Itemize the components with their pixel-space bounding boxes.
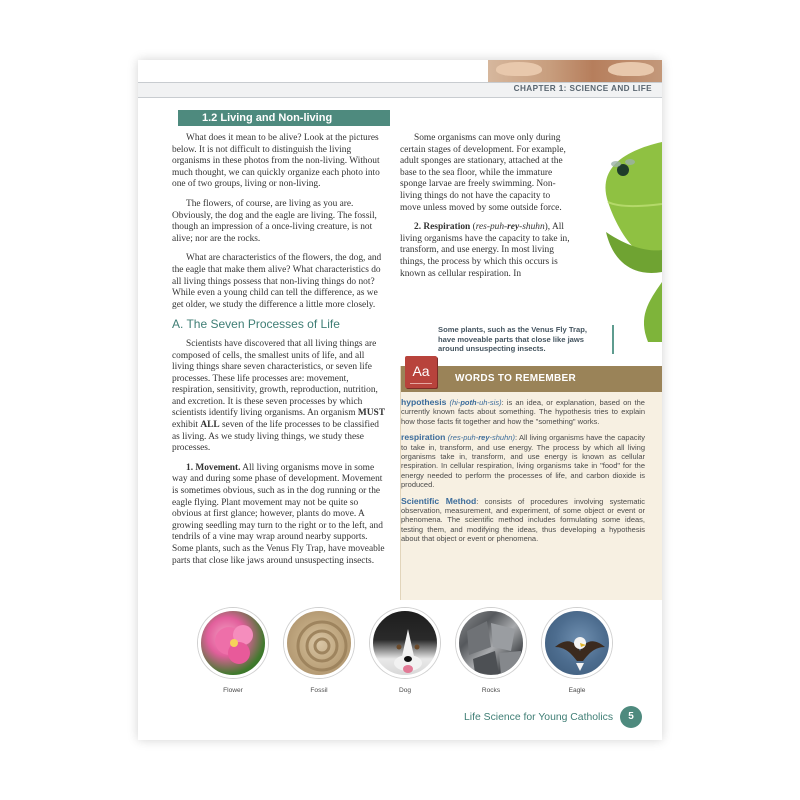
pronunciation-stress: rey xyxy=(507,222,520,233)
pronunciation: -shuhn xyxy=(519,222,545,233)
chapter-label: CHAPTER 1: SCIENCE AND LIFE xyxy=(513,84,652,93)
text-run: ), xyxy=(544,222,551,233)
vocab-entry-hypothesis: hypothesis (hi-poth-uh-sis): is an idea, or explanation, based on the currently known facts about something. The hypothesis tries to explain how those facts fit together and how the "something" works. xyxy=(401,397,645,426)
fly-wing-icon xyxy=(611,161,621,167)
paragraph: The flowers, of course, are living as you are. Obviously, the dog and the eagle are living. The fossil, though an impression of a once-living creature, is not alive; nor are the rocks. xyxy=(172,198,377,244)
dictionary-icon xyxy=(405,356,437,388)
respiration-label: 2. Respiration xyxy=(414,222,471,233)
paragraph: What are characteristics of the flowers, the dog, and the eagle that make them alive? What characteristics do all living things possess that non-living things do not? While even a young child can tell the difference, as we get older, we study the difference a little more closely. xyxy=(172,253,382,310)
photo-fossil xyxy=(284,608,354,694)
book-title: Life Science for Young Catholics xyxy=(464,712,614,723)
paragraph xyxy=(400,222,570,280)
header-hands-art xyxy=(488,60,662,82)
text-run: All living organisms move in some way and during some phase of development. Movement is sometimes obvious, such as in the dog running or the eagle flying. Plant movement may not be quite so obvious at first glance; however, plants do move. A growing seedling may turn to the right or to the left, and tendrils of a vine may wrap around nearby supports. Some plants, such as the Venus Fly Trap, have moveable parts that close like jaws around unsuspecting insects. xyxy=(172,462,385,566)
rocks-icon xyxy=(459,611,526,678)
text-run: exhibit xyxy=(172,420,201,431)
photo-label: Fossil xyxy=(310,687,328,694)
photo-label: Rocks xyxy=(481,687,501,694)
pronunciation: -shuhn xyxy=(489,433,513,443)
hand-right-art xyxy=(608,62,654,76)
photo-label: Flower xyxy=(223,687,243,694)
photo-eagle xyxy=(542,608,612,694)
vocab-term: respiration xyxy=(401,432,446,443)
movement-label: 1. Movement. xyxy=(186,462,241,473)
paragraph: Some organisms can move only during certain stages of development. For example, adult sponges are stationary, attached at the base to the sea floor, while the immature sponge larvae are freely swimming. Non-living things do not have the capacity to move unless moved by some outside force. xyxy=(400,133,566,213)
image-caption: Some plants, such as the Venus Fly Trap, have moveable parts that close like jaws around unsuspecting insects. xyxy=(438,325,614,354)
page-number: 5 xyxy=(620,706,642,728)
hand-left-art xyxy=(496,62,542,76)
words-to-remember-heading: WORDS TO REMEMBER xyxy=(401,366,662,392)
photo-dog xyxy=(370,608,440,694)
photo-label: Eagle xyxy=(568,687,586,694)
pronunciation: res-puh- xyxy=(475,222,508,233)
text-run: ( xyxy=(470,222,476,233)
emphasis-all: ALL xyxy=(200,420,220,431)
venus-fly-trap-image xyxy=(578,112,662,342)
dog-image xyxy=(370,608,440,678)
vocab-term: Scientific Method xyxy=(401,495,477,506)
rocks-image xyxy=(456,608,526,678)
vocab-definition: : consists of procedures involving systematic observation, measurement, and experiment, of some object or event or phenomena. The scientific method includes formulating some ideas, testing them, and modifying the ideas, thus developing a hypothesis about that object or event or phenomena. xyxy=(401,496,645,544)
vocab-term: hypothesis xyxy=(401,397,447,407)
photo-row xyxy=(198,608,618,708)
emphasis-must: MUST xyxy=(357,408,385,419)
left-column xyxy=(172,133,387,575)
dictionary-icon-text: Aa xyxy=(412,363,430,379)
vocab-definition: : All living organisms have the capacity to take in, transform, and use energy. The process by which all living organisms take in, transform, and use energy is known as cellular respiration. In cellular respiration, living organisms take in "food" for the energy needed to perform the processes of life, and carbon dioxide is produced. xyxy=(401,433,645,490)
pronunciation: hi- xyxy=(452,398,461,407)
pronunciation-stress: rey xyxy=(478,433,490,443)
paragraph: What does it mean to be alive? Look at the pictures below. It is not difficult to distinguish the living organisms in these photos from the non-living. Without much thought, we can quickly organize each photo into one of two groups, living or non-living. xyxy=(172,133,380,190)
vocabulary-list xyxy=(401,398,645,551)
eagle-image xyxy=(542,608,612,678)
flower-image xyxy=(198,608,268,678)
paragraph xyxy=(172,339,387,455)
vocab-definition: : is an idea, or explanation, based on the currently known facts about something. The hypothesis tries to explain how those facts fit together and how the "something" works. xyxy=(401,398,645,426)
paragraph xyxy=(172,463,387,567)
section-title: 1.2 Living and Non-living xyxy=(178,110,390,126)
photo-rocks xyxy=(456,608,526,694)
fossil-image xyxy=(284,608,354,678)
textbook-page xyxy=(138,60,662,740)
text-run: Scientists have discovered that all living things are composed of cells, the smallest units of life, and all living things share seven characteristics, or seven life processes. These life processes are: movement, respiration, sensitivity, growth, reproduction, nutrition, and excretion. It is these seven processes by which scientists identify living organisms. An organism xyxy=(172,338,378,419)
vocab-entry-scientific-method xyxy=(401,497,645,544)
flower-icon xyxy=(201,611,268,678)
trap-stem xyxy=(644,282,662,342)
pronunciation-stress: poth xyxy=(460,398,477,407)
vocab-entry-respiration: respiration (res-puh-rey-shuhn): All living organisms have the capacity to take in, transform, and use energy. The process by which all living organisms take in, transform, and use energy is known as cellular respiration. In cellular respiration, living organisms take in "food" for the energy needed to perform the processes of life, and carbon dioxide is produced. xyxy=(401,432,645,490)
text-run: seven of the life processes to be classified as living. As we study living things, we study these processes. xyxy=(172,420,379,454)
fly-wing-icon xyxy=(625,159,635,165)
eagle-icon xyxy=(545,611,612,678)
dog-icon xyxy=(373,611,440,678)
photo-label: Dog xyxy=(398,687,412,694)
right-column xyxy=(400,133,570,288)
subsection-heading: A. The Seven Processes of Life xyxy=(172,317,340,332)
ammonite-icon xyxy=(287,611,354,678)
photo-flower xyxy=(198,608,268,694)
text-run: All living organisms have the capacity to take in, transform, and use energy. In most living things, the process by which this occurs is known as cellular respiration. In xyxy=(400,222,570,279)
words-to-remember-box xyxy=(400,363,662,600)
pronunciation: res-puh- xyxy=(450,433,479,443)
pronunciation: -uh-sis xyxy=(476,398,500,407)
